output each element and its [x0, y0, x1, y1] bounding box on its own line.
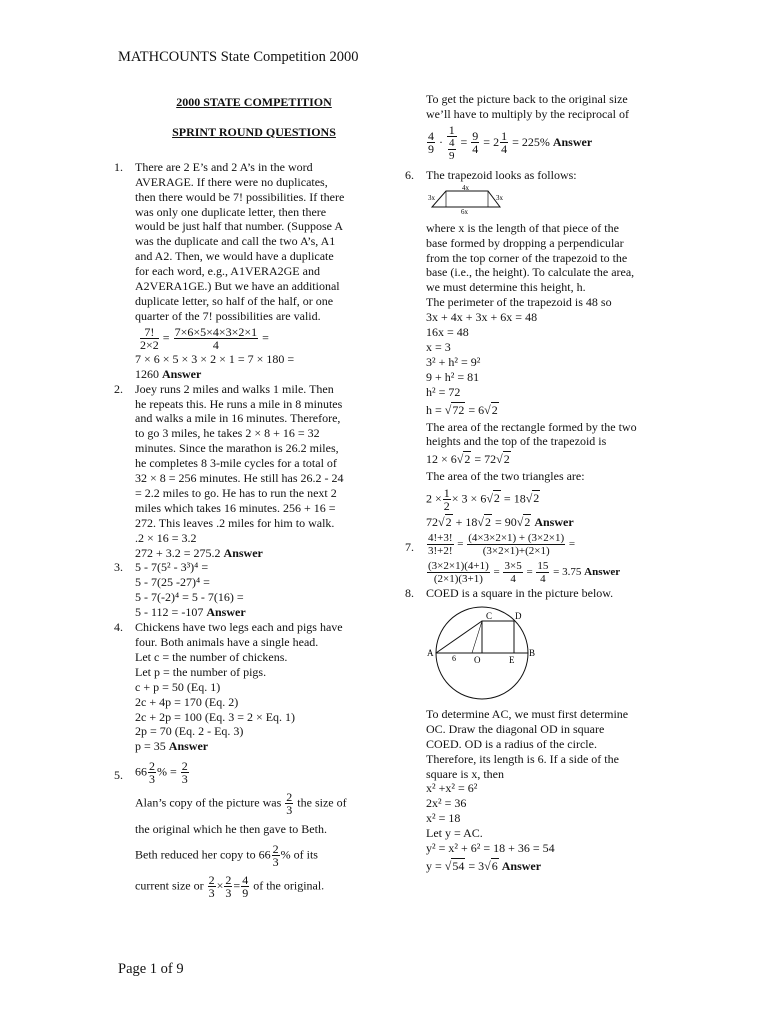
- text-line: To get the picture back to the original size: [426, 92, 628, 106]
- text-line: c + p = 50 (Eq. 1): [135, 679, 221, 694]
- text-line: 2c + 4p = 170 (Eq. 2): [135, 694, 239, 709]
- fraction: $\frac{9}{4}$: [472, 129, 479, 157]
- text-line: 2c + 2p = 100 (Eq. 3 = 2 × Eq. 1): [135, 709, 296, 724]
- text-line: A2VERA1GE.) But we have an additional: [135, 279, 340, 294]
- text-line: and A2. Then, we would have a duplicate: [135, 249, 334, 264]
- problem-number: 3.: [114, 560, 123, 575]
- text-line: quarter of the 7! possibilities are valid.: [135, 308, 321, 323]
- text-line: y² = x² + 6² = 18 + 36 = 54: [426, 841, 555, 856]
- text-line: 5 - 7(-2)⁴ = 5 - 7(16) =: [135, 590, 244, 605]
- text-line: base formed by dropping a perpendicular: [426, 235, 624, 250]
- left-column: [114, 92, 376, 899]
- fraction: $\frac{4}{9}$: [242, 873, 249, 901]
- text-line: 5 - 7(25 -27)⁴ =: [135, 575, 210, 590]
- fraction: $\frac{1}{2}$: [443, 486, 450, 514]
- text-line: was only one duplicate letter, then there: [135, 204, 327, 219]
- text-line: x² = 18: [426, 811, 461, 826]
- fraction: $\frac{2}{3}$: [286, 790, 293, 818]
- fraction: $\frac{2}{3}$: [272, 842, 279, 870]
- fraction: $\frac{(4\times 3\times 2\times 1) + (3\times 2\times 1)}{(3\times 2\times 1)+(2\times 1)}$: [468, 532, 565, 558]
- problem-number: 2.: [114, 381, 123, 396]
- text-line: Let c = the number of chickens.: [135, 649, 288, 664]
- fraction: $\frac{2}{3}$: [225, 873, 232, 901]
- text-line: Joey runs 2 miles and walks 1 mile. Then: [135, 381, 334, 396]
- label-left: 3x: [428, 193, 435, 202]
- text-line: The trapezoid looks as follows:: [426, 167, 577, 182]
- text-line: OC. Draw the diagonal OD in square: [426, 721, 605, 736]
- answer-line: 1260 Answer: [135, 366, 202, 381]
- text-line: h² = 72: [426, 384, 461, 399]
- equation: $\frac{4!+3!}{3!+2!}$ = $\frac{(4\times 3\times 2\times 1) + (3\times 2\times 1)}{(3\times 2\times 1)+(2\times 1)}$ =: [428, 532, 576, 558]
- text-line: from the top corner of the trapezoid to the: [426, 250, 628, 265]
- problem-6: [405, 168, 667, 530]
- problem-7: [405, 532, 667, 585]
- text-line: The area of the rectangle formed by the two: [426, 419, 637, 434]
- problem-number: 1.: [114, 159, 123, 174]
- fraction: $\frac{3\times 5}{4}$: [504, 560, 522, 586]
- text-line: square is x, then: [426, 766, 504, 781]
- equation: $\frac{(3\times 2\times 1)(4+1)}{(2\times 1)(3+1)}$ = $\frac{3\times 5}{4}$ = $\frac{15}{4}$ = 3.75 Answer: [428, 560, 621, 586]
- competition-title: 2000 STATE COMPETITION: [176, 95, 332, 109]
- point-A: A: [427, 647, 434, 658]
- text-line: The area of the two triangles are:: [426, 469, 585, 484]
- point-E: E: [509, 654, 515, 665]
- text-line: we must determine this height, h.: [426, 280, 586, 295]
- equation: 12 × 6√2 = 72√2: [426, 452, 510, 467]
- text-line: where x is the length of that piece of the: [426, 220, 619, 235]
- text-line: minutes. Since the marathon is 26.2 miles,: [135, 441, 339, 456]
- text-line: .2 × 16 = 3.2: [135, 530, 197, 545]
- fraction: $\frac{7\times 6\times 5\times 4\times 3\times 2\times 1}{4}$: [174, 324, 258, 352]
- text-line: duplicate letter, so half of the half, or one: [135, 293, 334, 308]
- text-line: x² +x² = 6²: [426, 781, 478, 796]
- trapezoid-diagram: [428, 185, 518, 215]
- equation: $\frac{4}{9}$ · $\frac{1}{\frac{4}{9}}$ = $\frac{9}{4}$ = 2 $\frac{1}{4}$ = 225% Answer: [428, 122, 593, 162]
- fraction: $\frac{(3\times 2\times 1)(4+1)}{(2\times 1)(3+1)}$: [428, 560, 489, 586]
- round-title: SPRINT ROUND QUESTIONS: [172, 124, 336, 139]
- problem-4: [114, 620, 376, 754]
- fraction: $\frac{1}{4}$: [501, 129, 508, 157]
- point-D: D: [515, 610, 522, 621]
- label-bottom: 6x: [461, 207, 468, 215]
- text-line: Alan’s copy of the picture was $\frac{2}{3}$ the size of: [135, 790, 347, 818]
- complex-fraction: $\frac{1}{\frac{4}{9}}$: [448, 122, 455, 162]
- text-line: The perimeter of the trapezoid is 48 so: [426, 295, 612, 310]
- text-line: we’ll have to multiply by the reciprocal of: [426, 106, 629, 121]
- problem-number: 7.: [405, 540, 414, 555]
- text-line: There are 2 E’s and 2 A’s in the word: [135, 159, 313, 174]
- text-line: AVERAGE. If there were no duplicates,: [135, 174, 328, 189]
- problem-3: [114, 560, 376, 620]
- text-line: 7 × 6 × 5 × 3 × 2 × 1 = 7 × 180 =: [135, 351, 295, 366]
- text-line: 3x + 4x + 3x + 6x = 48: [426, 310, 538, 325]
- text-line: Let p = the number of pigs.: [135, 664, 267, 679]
- text-line: to go 3 miles, he takes 2 × 8 + 16 = 32: [135, 426, 320, 441]
- text-line: x = 3: [426, 339, 451, 354]
- text-line: miles which takes 16 minutes. 256 + 16 =: [135, 500, 336, 515]
- problem-8: [405, 586, 667, 874]
- text-line: he repeats this. He runs a mile in 8 minutes: [135, 396, 343, 411]
- label-top: 4x: [462, 184, 469, 192]
- problem-number: 4.: [114, 620, 123, 635]
- point-B: B: [529, 647, 536, 658]
- problem-number: 6.: [405, 167, 414, 182]
- fraction: $\frac{4}{9}$: [428, 129, 434, 157]
- fraction: $\frac{7!}{2\times 2}$: [140, 324, 159, 352]
- text-line: would be just half that number. (Suppose A: [135, 219, 343, 234]
- text-line: and walks a mile in 16 minutes. Therefore,: [135, 411, 341, 426]
- fraction: $\frac{2}{3}$: [149, 759, 155, 787]
- page-header: MATHCOUNTS State Competition 2000: [118, 49, 359, 65]
- text-line: = 2.2 miles to go. He has to run the next 2: [135, 485, 337, 500]
- text-line: four. Both animals have a single head.: [135, 635, 319, 649]
- text-line: Chickens have two legs each and pigs have: [135, 620, 343, 635]
- text-line: for each word, e.g., A1VERA2GE and: [135, 264, 320, 279]
- problem-2: [114, 382, 376, 561]
- text-line: COED is a square in the picture below.: [426, 586, 614, 601]
- answer-line: 72√2 + 18√2 = 90√2 Answer: [426, 515, 574, 530]
- text-line: 3² + h² = 9²: [426, 354, 481, 369]
- problem-number: 8.: [405, 586, 414, 601]
- text-line: Therefore, its length is 6. If a side of the: [426, 751, 619, 766]
- answer-line: 5 - 112 = -107 Answer: [135, 605, 246, 620]
- text-line: 32 × 8 = 256 minutes. He still has 26.2 - 24: [135, 471, 344, 486]
- circle-square-diagram: [416, 603, 536, 703]
- answer-line: y = √54 = 3√6 Answer: [426, 859, 542, 873]
- text-line: 272. This leaves .2 miles for him to walk.: [135, 515, 335, 530]
- equation: 2 × $\frac{1}{2}$ × 3 × 6√2 = 18√2: [426, 486, 540, 514]
- answer-line: p = 35 Answer: [135, 739, 209, 754]
- text-line: 16x = 48: [426, 325, 469, 340]
- text-line: was the duplicate and call the two A’s, A1: [135, 234, 336, 249]
- problem-5-continued: [405, 92, 667, 162]
- answer-line: 272 + 3.2 = 275.2 Answer: [135, 545, 263, 560]
- equation: $\frac{7!}{2\times 2}$ = $\frac{7\times 6\times 5\times 4\times 3\times 2\times 1}{4}$ =: [140, 324, 269, 352]
- fraction: $\frac{4}{9}$: [449, 136, 455, 162]
- text-line: current size or $\frac{2}{3}$ × $\frac{2}{3}$ = $\frac{4}{9}$ of the original.: [135, 873, 325, 901]
- text-line: then there would be 7! possibilities. If there: [135, 189, 345, 204]
- text-line: heights and the top of the trapezoid is: [426, 434, 607, 449]
- problem-number: 5.: [114, 768, 123, 783]
- fraction: $\frac{15}{4}$: [537, 560, 549, 586]
- text-line: Let y = AC.: [426, 826, 483, 841]
- label-right: 3x: [496, 193, 503, 202]
- text-line: 2p = 70 (Eq. 2 - Eq. 3): [135, 724, 244, 739]
- text-line: 9 + h² = 81: [426, 369, 480, 384]
- point-C: C: [486, 610, 493, 621]
- text-line: base (i.e., the height). To calculate the area,: [426, 265, 635, 280]
- text-line: COED. OD is a radius of the circle.: [426, 736, 597, 751]
- label-6: 6: [452, 653, 456, 663]
- page-footer: Page 1 of 9: [118, 961, 184, 977]
- right-column: [405, 92, 667, 874]
- equation: 66 $\frac{2}{3}$ % = $\frac{2}{3}$: [135, 759, 188, 787]
- fraction: $\frac{4!+3!}{3!+2!}$: [428, 532, 453, 558]
- text-line: the original which he then gave to Beth.: [135, 822, 327, 837]
- text-line: 2x² = 36: [426, 796, 467, 811]
- text-line: Beth reduced her copy to 66 $\frac{2}{3}$ % of its: [135, 842, 318, 870]
- equation: h = √72 = 6√2: [426, 402, 498, 417]
- point-O: O: [474, 654, 481, 665]
- text-line: To determine AC, we must first determine: [426, 706, 629, 721]
- text-line: he completes 8 3-mile cycles for a total of: [135, 456, 337, 471]
- fraction: $\frac{2}{3}$: [208, 873, 215, 901]
- fraction: $\frac{2}{3}$: [181, 759, 188, 787]
- problem-1: [114, 160, 376, 382]
- text-line: 5 - 7(5² - 3³)⁴ =: [135, 560, 209, 575]
- problem-5: [114, 760, 376, 899]
